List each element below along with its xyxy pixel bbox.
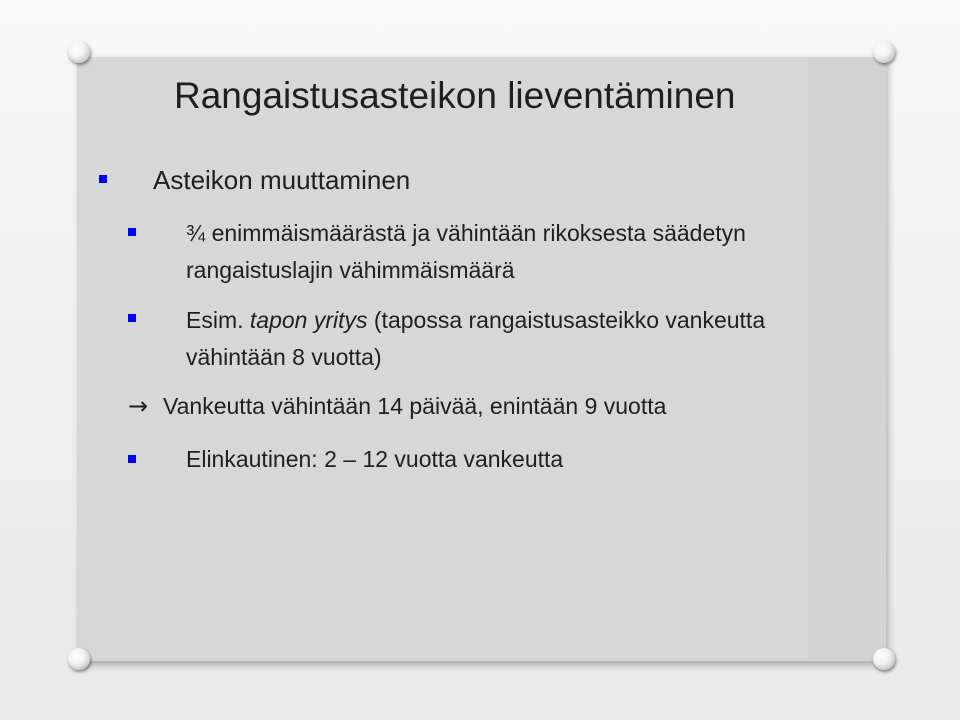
slide-title: Rangaistusasteikon lieventäminen (174, 75, 736, 116)
bullet-square-icon (128, 314, 136, 322)
arrow-line-text: Vankeutta vähintään 14 päivää, enintään 9 vuotta (163, 393, 667, 419)
last-item-text: Elinkautinen: 2 – 12 vuotta vankeutta (186, 446, 564, 472)
arrow-right-icon: → (128, 392, 149, 420)
item-2-rest: (tapossa rangaistusasteikko vankeutta (367, 307, 766, 333)
heading-bullet-text: Asteikon muuttaminen (153, 165, 411, 195)
pin-bottom-right-icon (873, 648, 895, 670)
pin-top-right-icon (873, 41, 895, 63)
item-1-line-1: ¾ enimmäismäärästä ja vähintään rikoksesta säädetyn (186, 220, 746, 246)
item-2-italic: tapon yritys (249, 307, 368, 333)
card-right-strip (809, 57, 886, 661)
bullet-square-icon (99, 175, 107, 183)
pin-top-left-icon (68, 41, 90, 63)
item-2-line-2: vähintään 8 vuotta) (186, 344, 382, 370)
item-2-prefix: Esim. (186, 307, 250, 333)
bullet-square-icon (128, 228, 136, 236)
item-1-line-2: rangaistuslajin vähimmäismäärä (186, 257, 515, 283)
bullet-square-icon (128, 455, 136, 463)
item-2-line-1 (186, 303, 765, 338)
pin-bottom-left-icon (68, 648, 90, 670)
